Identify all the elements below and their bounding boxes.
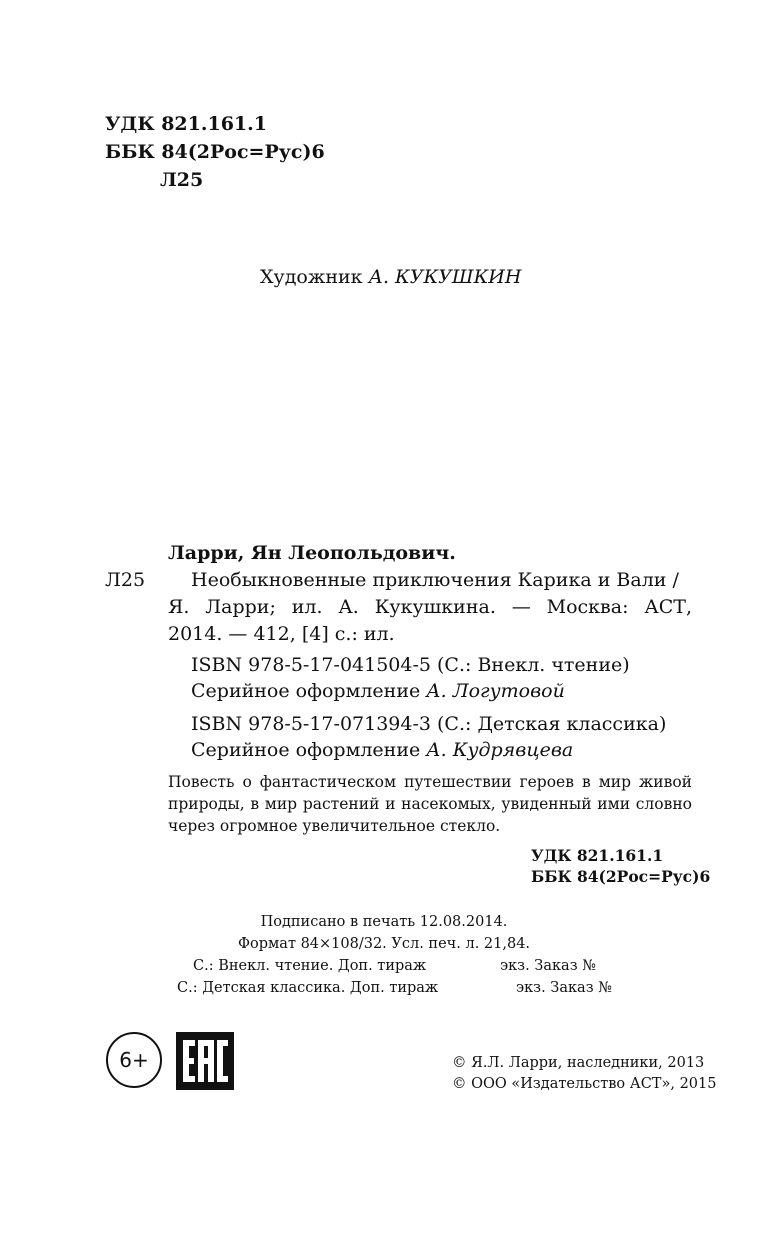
author-code-header: Л25 [160,169,204,191]
isbn-1: ISBN 978-5-17-041504-5 (С.: Внекл. чтение) [191,654,630,676]
print-run-1-order: экз. Заказ № [500,958,596,974]
series-designer: А. Кудрявцева [426,739,574,761]
copyright-publisher: © ООО «Издательство АСТ», 2015 [452,1076,717,1092]
print-signed: Подписано в печать 12.08.2014. [260,914,508,930]
eac-e-bottom [183,1076,195,1082]
print-run-2-order: экз. Заказ № [516,980,612,996]
print-run-1-label: С.: Внекл. чтение. Доп. тираж [193,958,427,974]
entry-title-line3: 2014. — 412, [4] с.: ил. [168,623,395,645]
eac-c-top [217,1040,228,1046]
print-run-2-label: С.: Детская классика. Доп. тираж [177,980,439,996]
age-rating-badge: 6+ [106,1032,162,1088]
annotation: Повесть о фантастическом путешествии героев в мир живой природы, в мир растений и насекомых, увиденный ими словно через огромное увеличительное стекло. [168,773,692,835]
eac-mark-icon [176,1032,234,1090]
artist-label: Художник [260,266,363,288]
entry-code: Л25 [105,569,146,591]
entry-title-line2: Я. Ларри; ил. А. Кукушкина. — Москва: АСТ, [168,596,692,618]
udk-classification: УДК 821.161.1 [531,846,664,865]
artist-name: А. КУКУШКИН [368,266,522,288]
series-design-label: Серийное оформление [191,739,421,761]
print-format: Формат 84×108/32. Усл. печ. л. 21,84. [237,936,531,952]
series-designer: А. Логутовой [426,680,565,702]
eac-c-stem [217,1040,223,1082]
bbk-header: ББК 84(2Рос=Рус)6 [105,141,325,163]
eac-e-middle [183,1058,194,1064]
eac-a-top [198,1040,214,1046]
copyright-author: © Я.Л. Ларри, наследники, 2013 [452,1055,705,1071]
eac-a-bar [198,1058,214,1064]
udk-header: УДК 821.161.1 [105,113,267,135]
isbn-2: ISBN 978-5-17-071394-3 (С.: Детская классика) [191,713,667,735]
entry-title-line1: Необыкновенные приключения Карика и Вали / [191,569,679,591]
series-design-1 [191,680,565,702]
eac-mark-graphic [176,1032,234,1090]
eac-c-bottom [217,1076,228,1082]
eac-e-top [183,1040,195,1046]
entry-author: Ларри, Ян Леопольдович. [168,542,456,564]
artist-credit [260,266,521,288]
bbk-classification: ББК 84(2Рос=Рус)6 [531,867,711,886]
series-design-label: Серийное оформление [191,680,421,702]
series-design-2 [191,739,573,761]
